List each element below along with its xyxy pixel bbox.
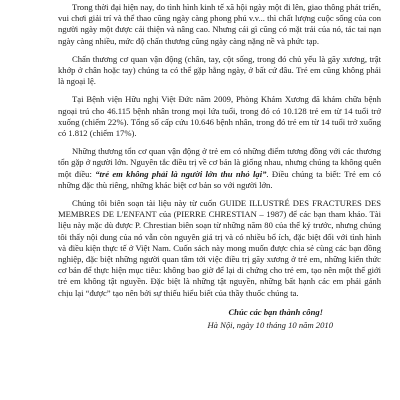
principles-quote: “trẻ em không phải là người lớn thu nhỏ lại” (95, 168, 267, 179)
principles-text-after: . Điều chúng ta biết: Trẻ em có những đặc thù riêng, những khác biệt cơ bản so với người lớn. (58, 168, 381, 190)
signoff-place-date: Hà Nội, ngày 10 tháng 10 năm 2010 (207, 320, 333, 331)
paragraph-principles (58, 146, 381, 191)
signoff (58, 307, 381, 331)
paragraph-injuries: Chấn thương cơ quan vận động (chân, tay, cột sống, trong đó chủ yếu là gãy xương, trật khớp ở chân hoặc tay) chúng ta có thể gặp hằng ngày, ở bất cứ đâu. Trẻ em cũng không phải là ngoại lệ. (58, 53, 381, 87)
principles-text-before: Những thương tổn cơ quan vận động ở trẻ em có những điểm tương đồng với các thương tổn gặp ở người lớn. Nguyên tắc điều trị về cơ bản là giống nhau, nhưng chúng ta không quên một điều: (58, 146, 381, 179)
paragraph-intro: Trong thời đại hiện nay, do tình hình kinh tế xã hội ngày một đi lên, giao thông phát triển, vui chơi giải trí và thể thao cũng ngày càng phong phú v.v... thì chất lượng cuộc sống của con người ngày một được cải thiện và nâng cao. Nhưng cái gì cũng có mặt trái của nó, tác tai nạn ngày càng nhiều, mức độ chấn thương cũng ngày càng nặng nề và phức tạp. (58, 2, 381, 46)
signoff-wish: Chúc các bạn thành công! (228, 306, 323, 317)
paragraph-statistics: Tại Bệnh viện Hữu nghị Việt Đức năm 2009, Phòng Khám Xương đã khám chữa bệnh ngoại trú cho 46.115 bệnh nhân trong mọi lứa tuổi, trong đó có 10.128 trẻ em từ 14 tuổi trở xuống (chiếm 22%). Tổng số cấp cứu 10.646 bệnh nhân, trong đó trẻ em từ 14 tuổi trở xuống có 1.812 (chiếm 17%). (58, 94, 381, 139)
paragraph-source: Chúng tôi biên soạn tài liệu này từ cuốn GUIDE ILLUSTRÉ DES FRACTURES DES MEMBRES DE L'ENFANT của (PIERRE CHRESTIAN – 1987) để các bạn tham khảo. Tài liệu này mặc dù được P. Chrestian biên soạn từ những năm 80 của thế kỷ trước, nhưng chúng tôi thấy nội dung của nó vẫn còn nguyên giá trị và có nhiều bổ ích, đặc biệt đối với tình hình và điều kiện thực tế ở Việt Nam. Cuốn sách này mong muốn được chia sẻ cùng các bạn đồng nghiệp, đặc biệt những người quan tâm tới việc điều trị gãy xương ở trẻ em, những kiến thức cơ bản để thực hiện mục tiêu: không bao giờ để lại di chứng cho trẻ em, tạo nên một thế giới trẻ em không tật nguyền. Đặc biệt là những tật nguyền, những bất hạnh các em phải gánh chịu lại “được” tạo nên bởi sự thiếu hiểu biết của thầy thuốc chúng ta. (58, 198, 381, 298)
